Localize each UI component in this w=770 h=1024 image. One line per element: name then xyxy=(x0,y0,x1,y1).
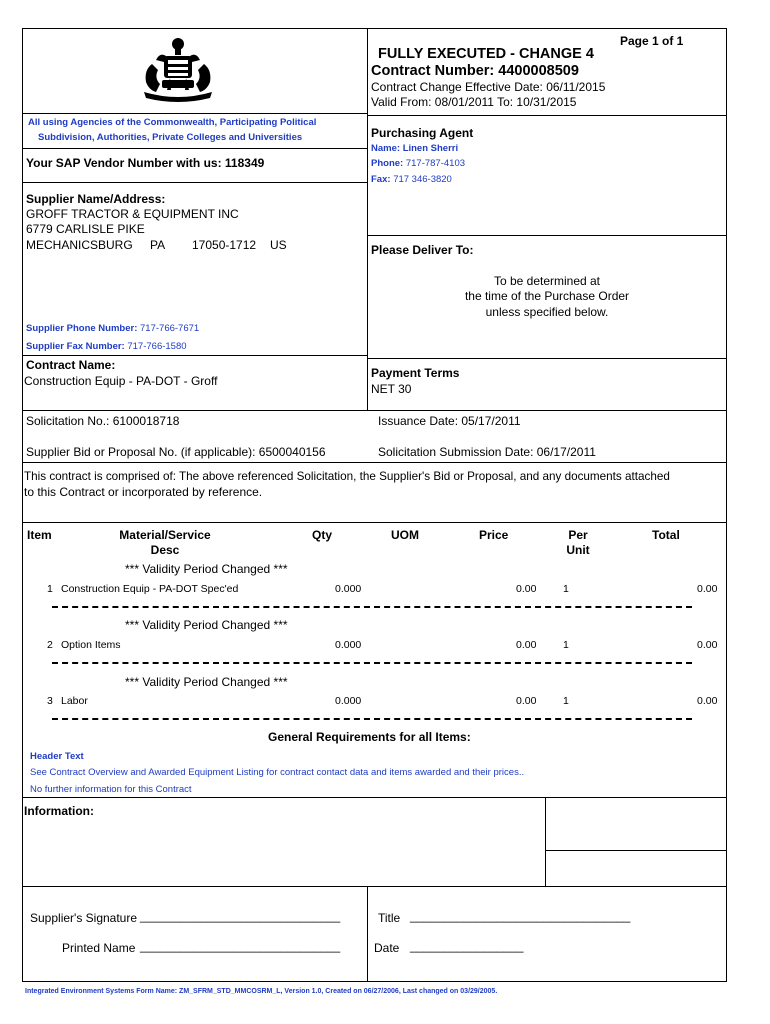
row-per-unit: 1 xyxy=(563,583,569,595)
contract-name-heading: Contract Name: xyxy=(26,358,116,372)
divider-signature xyxy=(367,886,368,982)
contract-number: Contract Number: 4400008509 xyxy=(371,63,579,79)
frame-top xyxy=(22,28,727,29)
deliver-line-1: To be determined at xyxy=(493,274,601,288)
agent-fax-label: Fax: xyxy=(371,174,391,185)
agent-name-label: Name: xyxy=(371,143,401,154)
col-header-desc-2: Desc xyxy=(150,543,180,557)
row-description: Construction Equip - PA-DOT Spec'ed xyxy=(61,583,239,595)
issuance-date: Issuance Date: 05/17/2011 xyxy=(378,414,521,428)
contract-name-value: Construction Equip - PA-DOT - Groff xyxy=(24,374,218,388)
rule-comprised-top xyxy=(22,462,727,463)
frame-bottom xyxy=(22,981,727,982)
col-header-qty: Qty xyxy=(312,528,333,542)
row-qty: 0.000 xyxy=(335,583,362,595)
printed-name-label: Printed Name xyxy=(62,941,136,955)
row-note: *** Validity Period Changed *** xyxy=(125,618,288,632)
row-note: *** Validity Period Changed *** xyxy=(125,562,288,576)
commonwealth-seal-icon xyxy=(138,36,218,102)
row-price: 0.00 xyxy=(516,583,537,595)
agent-phone-value: 717-787-4103 xyxy=(405,158,466,169)
printed-name-line[interactable]: ______________________________ xyxy=(140,939,341,953)
supplier-signature-label: Supplier's Signature xyxy=(30,911,138,925)
contract-effective-date: Contract Change Effective Date: 06/11/2015 xyxy=(371,80,606,94)
row-separator xyxy=(52,606,692,608)
valid-period: Valid From: 08/01/2011 To: 10/31/2015 xyxy=(371,95,577,109)
date-line[interactable]: _________________ xyxy=(410,939,524,953)
frame-left xyxy=(22,28,23,982)
supplier-state: PA xyxy=(150,238,166,252)
contract-overview-note: See Contract Overview and Awarded Equipment Listing for contract contact data and items awarded and their prices.. xyxy=(30,767,525,778)
agent-phone-label: Phone: xyxy=(371,158,404,169)
rule-info-inner xyxy=(545,850,727,851)
no-further-info: No further information for this Contract xyxy=(30,784,192,795)
agent-name-value: Linen Sherri xyxy=(402,143,459,154)
rule-solicitation-top xyxy=(22,410,727,411)
agent-fax-value: 717 346-3820 xyxy=(393,174,452,185)
date-label: Date xyxy=(374,941,400,955)
row-total: 0.00 xyxy=(697,583,718,595)
col-header-price: Price xyxy=(479,528,509,542)
rule-right-3 xyxy=(367,358,727,359)
supplier-phone-value: 717-766-7671 xyxy=(140,323,200,334)
supplier-phone-label: Supplier Phone Number: xyxy=(26,323,138,334)
col-header-per-2: Unit xyxy=(566,543,590,557)
frame-right xyxy=(726,28,727,982)
agent-fax xyxy=(371,174,452,186)
rule-general-bottom xyxy=(22,797,727,798)
deliver-line-3: unless specified below. xyxy=(485,305,609,319)
supplier-fax-label: Supplier Fax Number: xyxy=(26,341,125,352)
agent-name xyxy=(371,143,458,155)
payment-terms-value: NET 30 xyxy=(371,382,412,396)
row-price: 0.00 xyxy=(516,695,537,707)
supplier-signature-line[interactable]: ______________________________ xyxy=(140,909,341,923)
agencies-line-1: All using Agencies of the Commonwealth, Participating Political xyxy=(28,117,317,128)
supplier-street: 6779 CARLISLE PIKE xyxy=(26,222,145,236)
row-qty: 0.000 xyxy=(335,639,362,651)
row-note: *** Validity Period Changed *** xyxy=(125,675,288,689)
rule-left-4 xyxy=(22,355,367,356)
row-number: 2 xyxy=(47,639,53,651)
supplier-bid-number: Supplier Bid or Proposal No. (if applicable): 6500040156 xyxy=(26,445,326,459)
document-title: FULLY EXECUTED - CHANGE 4 xyxy=(378,46,594,62)
col-header-total: Total xyxy=(652,528,680,542)
row-per-unit: 1 xyxy=(563,639,569,651)
row-qty: 0.000 xyxy=(335,695,362,707)
form-footer: Integrated Environment Systems Form Name: ZM_SFRM_STD_MMCOSRM_L, Version 1.0, Created on 06/27/2006, Last changed on 03/29/2005. xyxy=(25,988,498,995)
row-separator xyxy=(52,718,692,720)
deliver-heading: Please Deliver To: xyxy=(371,243,474,257)
supplier-country: US xyxy=(270,238,287,252)
rule-table-top xyxy=(22,522,727,523)
rule-right-2 xyxy=(367,235,727,236)
row-total: 0.00 xyxy=(697,639,718,651)
supplier-heading: Supplier Name/Address: xyxy=(26,192,166,206)
supplier-zip: 17050-1712 xyxy=(192,238,257,252)
comprised-line-1: This contract is comprised of: The above referenced Solicitation, the Supplier's Bid or Proposal, and any documents attached xyxy=(24,470,670,483)
row-price: 0.00 xyxy=(516,639,537,651)
supplier-fax xyxy=(26,341,187,353)
row-total: 0.00 xyxy=(697,695,718,707)
title-line[interactable]: _________________________________ xyxy=(410,909,631,923)
rule-info-bottom xyxy=(22,886,727,887)
title-label: Title xyxy=(378,911,401,925)
submission-date: Solicitation Submission Date: 06/17/2011 xyxy=(378,445,596,459)
rule-left-1 xyxy=(22,113,367,114)
col-header-item: Item xyxy=(27,528,52,542)
rule-left-3 xyxy=(22,182,367,183)
divider-vertical-top xyxy=(367,28,368,410)
supplier-name: GROFF TRACTOR & EQUIPMENT INC xyxy=(26,207,239,221)
general-requirements-heading: General Requirements for all Items: xyxy=(268,730,471,744)
divider-info xyxy=(545,797,546,886)
supplier-city: MECHANICSBURG xyxy=(26,238,133,252)
row-description: Labor xyxy=(61,695,88,707)
col-header-uom: UOM xyxy=(391,528,419,542)
comprised-line-2: to this Contract or incorporated by reference. xyxy=(24,485,263,499)
supplier-fax-value: 717-766-1580 xyxy=(127,341,187,352)
row-number: 3 xyxy=(47,695,53,707)
agencies-line-2: Subdivision, Authorities, Private Colleges and Universities xyxy=(38,132,303,143)
vendor-number: Your SAP Vendor Number with us: 118349 xyxy=(26,156,265,170)
page-indicator: Page 1 of 1 xyxy=(620,34,684,48)
rule-left-2 xyxy=(22,148,367,149)
col-header-per-1: Per xyxy=(568,528,588,542)
col-header-desc-1: Material/Service xyxy=(119,528,211,542)
header-text-label: Header Text xyxy=(30,751,84,762)
purchasing-agent-heading: Purchasing Agent xyxy=(371,126,474,140)
row-separator xyxy=(52,662,692,664)
payment-terms-heading: Payment Terms xyxy=(371,366,460,380)
solicitation-number: Solicitation No.: 6100018718 xyxy=(26,414,180,428)
row-number: 1 xyxy=(47,583,53,595)
row-description: Option Items xyxy=(61,639,121,651)
deliver-line-2: the time of the Purchase Order xyxy=(464,289,630,303)
supplier-phone xyxy=(26,323,199,335)
agent-phone xyxy=(371,158,465,170)
rule-right-1 xyxy=(367,115,727,116)
information-label: Information: xyxy=(24,804,94,818)
row-per-unit: 1 xyxy=(563,695,569,707)
